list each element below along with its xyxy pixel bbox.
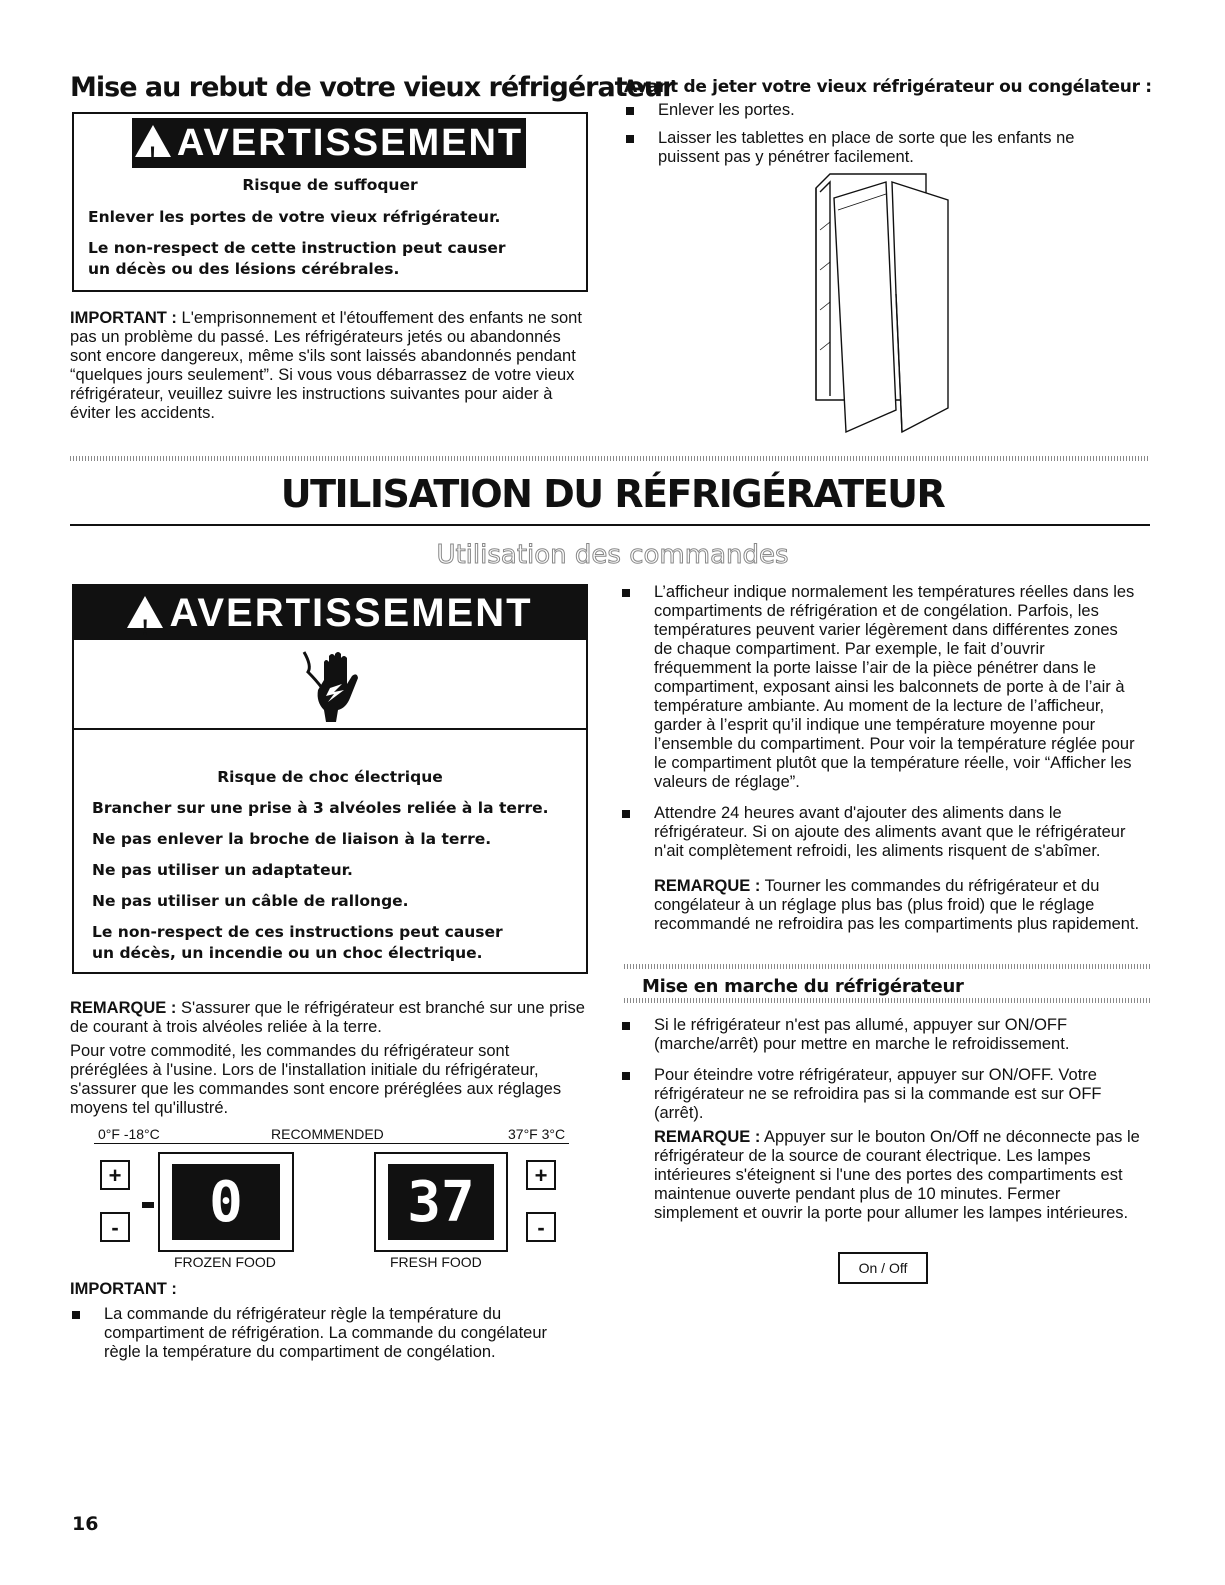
list-item: Laisser les tablettes en place de sorte que les enfants ne puissent pas y pénétrer facilement.: [624, 129, 1119, 167]
fresh-food-label: FRESH FOOD: [390, 1254, 482, 1270]
fridge-display: [374, 1152, 508, 1252]
remark-label: REMARQUE :: [70, 999, 177, 1017]
list-item: Enlever les portes.: [624, 101, 1119, 120]
freezer-range-label: 0°F -18°C: [98, 1126, 160, 1142]
startup-list: [620, 1016, 1140, 1132]
disposal-important: [70, 309, 585, 423]
minus-sign-icon: [142, 1202, 154, 1208]
list-item: L’afficheur indique normalement les températures réelles dans les compartiments de réfrigération et de congélation. Parfois, les températures peuvent varier légèrement dans différentes zones de chaque compartiment. Par exemple, le fait d’ouvrir fréquemment la porte laisse l’air de la pièce pénétrer dans le compartiment, exposant ainsi les balconnets de porte à de l’air à température ambiante. Au moment de la lecture de l’afficheur, garder à l’esprit qu’il indique une température moyenne pour l’ensemble du compartiment. Pour voir la température réglée pour le compartiment plutôt que la température réelle, voir “Afficher les valeurs de réglage”.: [620, 583, 1140, 792]
fridge-plus-button[interactable]: +: [526, 1160, 556, 1190]
freezer-temperature: 0: [172, 1164, 280, 1240]
title-rule: [70, 524, 1150, 526]
remark-label: REMARQUE :: [654, 1128, 761, 1146]
warning-line: Ne pas enlever la broche de liaison à la terre.: [92, 830, 492, 848]
important-list: [70, 1305, 585, 1371]
page-number: 16: [72, 1513, 99, 1535]
warning-banner-text: AVERTISSEMENT: [169, 591, 533, 635]
remark-text: Appuyer sur le bouton On/Off ne déconnecte pas le réfrigérateur de la source de courant électrique. Les lampes intérieures s'éteignent si l'une des portes des compartiments est maintenue ouverte pendant plus de 10 minutes. Fermer simplement et ouvrir la porte pour allumer les lampes intérieures.: [654, 1128, 1140, 1222]
divider: [70, 456, 1150, 461]
section-subtitle: Utilisation des commandes: [436, 540, 789, 570]
important-label: IMPORTANT :: [70, 1280, 177, 1298]
remark-colder-setting: [654, 877, 1140, 934]
recommended-label: RECOMMENDED: [271, 1126, 384, 1142]
important-label: IMPORTANT :: [70, 309, 177, 327]
remark-text: S'assurer que le réfrigérateur est branché sur une prise de courant à trois alvéoles reliée à la terre.: [70, 999, 585, 1036]
list-item: Attendre 24 heures avant d'ajouter des aliments dans le réfrigérateur. Si on ajoute des aliments avant que le réfrigérateur n'ait complètement refroidi, les aliments risquent de s'abîmer.: [620, 804, 1140, 861]
warning-line: Brancher sur une prise à 3 alvéoles reliée à la terre.: [92, 799, 549, 817]
fridge-minus-button[interactable]: -: [526, 1212, 556, 1242]
warning-triangle-icon: [135, 125, 171, 157]
warning-banner-text: AVERTISSEMENT: [176, 122, 524, 164]
list-item: Si le réfrigérateur n'est pas allumé, appuyer sur ON/OFF (marche/arrêt) pour mettre en marche le refroidissement.: [620, 1016, 1140, 1054]
before-disposal-title: Avant de jeter votre vieux réfrigérateur ou congélateur :: [624, 77, 1152, 97]
range-rule: [94, 1143, 569, 1144]
freezer-minus-button[interactable]: -: [100, 1212, 130, 1242]
warning-risk: Risque de choc électrique: [217, 768, 443, 786]
fridge-temperature: 37: [388, 1164, 494, 1240]
freezer-plus-button[interactable]: +: [100, 1160, 130, 1190]
startup-title: Mise en marche du réfrigérateur: [642, 976, 964, 997]
suffocation-warning: [72, 112, 588, 292]
divider: [624, 964, 1150, 969]
electric-shock-warning: [72, 584, 588, 974]
warning-line: Ne pas utiliser un câble de rallonge.: [92, 892, 409, 910]
warning-line: un décès ou des lésions cérébrales.: [88, 260, 400, 278]
fridge-range-label: 37°F 3°C: [508, 1126, 566, 1142]
warning-banner: [132, 118, 526, 168]
warning-triangle-icon: [127, 596, 163, 628]
remark-onoff: [654, 1128, 1140, 1223]
display-info-list: [620, 583, 1140, 870]
list-item: La commande du réfrigérateur règle la température du compartiment de réfrigération. La commande du congélateur règle la température du compartiment de congélation.: [70, 1305, 585, 1362]
fridge-doors-removed-illustration: [800, 170, 960, 440]
before-disposal-list: [624, 101, 1119, 176]
warning-line: Le non-respect de ces instructions peut causer: [92, 923, 503, 941]
electric-shock-hand-icon: [302, 650, 366, 726]
page-title: UTILISATION DU RÉFRIGÉRATEUR: [280, 472, 945, 516]
warning-line: Le non-respect de cette instruction peut causer: [88, 239, 506, 257]
divider: [624, 998, 1150, 1003]
warning-line: Ne pas utiliser un adaptateur.: [92, 861, 353, 879]
freezer-display: [158, 1152, 294, 1252]
warning-divider: [74, 728, 586, 730]
warning-banner: [74, 586, 586, 640]
preset-text: Pour votre commodité, les commandes du réfrigérateur sont préréglées à l'usine. Lors de l'installation initiale du réfrigérateur, s'assurer que les commandes sont encore préréglées aux réglages moyens tel qu'illustré.: [70, 1042, 562, 1117]
warning-line: Enlever les portes de votre vieux réfrigérateur.: [88, 208, 501, 226]
list-item: Pour éteindre votre réfrigérateur, appuyer sur ON/OFF. Votre réfrigérateur ne se refroidira pas si la commande est sur OFF (arrêt).: [620, 1066, 1140, 1123]
warning-line: un décès, un incendie ou un choc électrique.: [92, 944, 483, 962]
remark-label: REMARQUE :: [654, 877, 761, 895]
remark-text: Tourner les commandes du réfrigérateur et du congélateur à un réglage plus bas (plus froid) que le réglage recommandé ne refroidira pas les compartiments plus rapidement.: [654, 877, 1140, 933]
disposal-title: Mise au rebut de votre vieux réfrigérateur: [70, 72, 675, 103]
on-off-button[interactable]: On / Off: [838, 1252, 928, 1284]
important-text: L'emprisonnement et l'étouffement des enfants ne sont pas un problème du passé. Les réfrigérateurs jetés ou abandonnés sont encore dangereux, même s'ils sont laissés abandonnés pendant “quelques jours seulement”. Si vous vous débarrassez de votre vieux réfrigérateur, veuillez suivre les instructions suivantes pour aider à éviter les accidents.: [70, 309, 582, 422]
remark-grounded: [70, 999, 585, 1037]
warning-risk: Risque de suffoquer: [242, 176, 418, 194]
frozen-food-label: FROZEN FOOD: [174, 1254, 276, 1270]
